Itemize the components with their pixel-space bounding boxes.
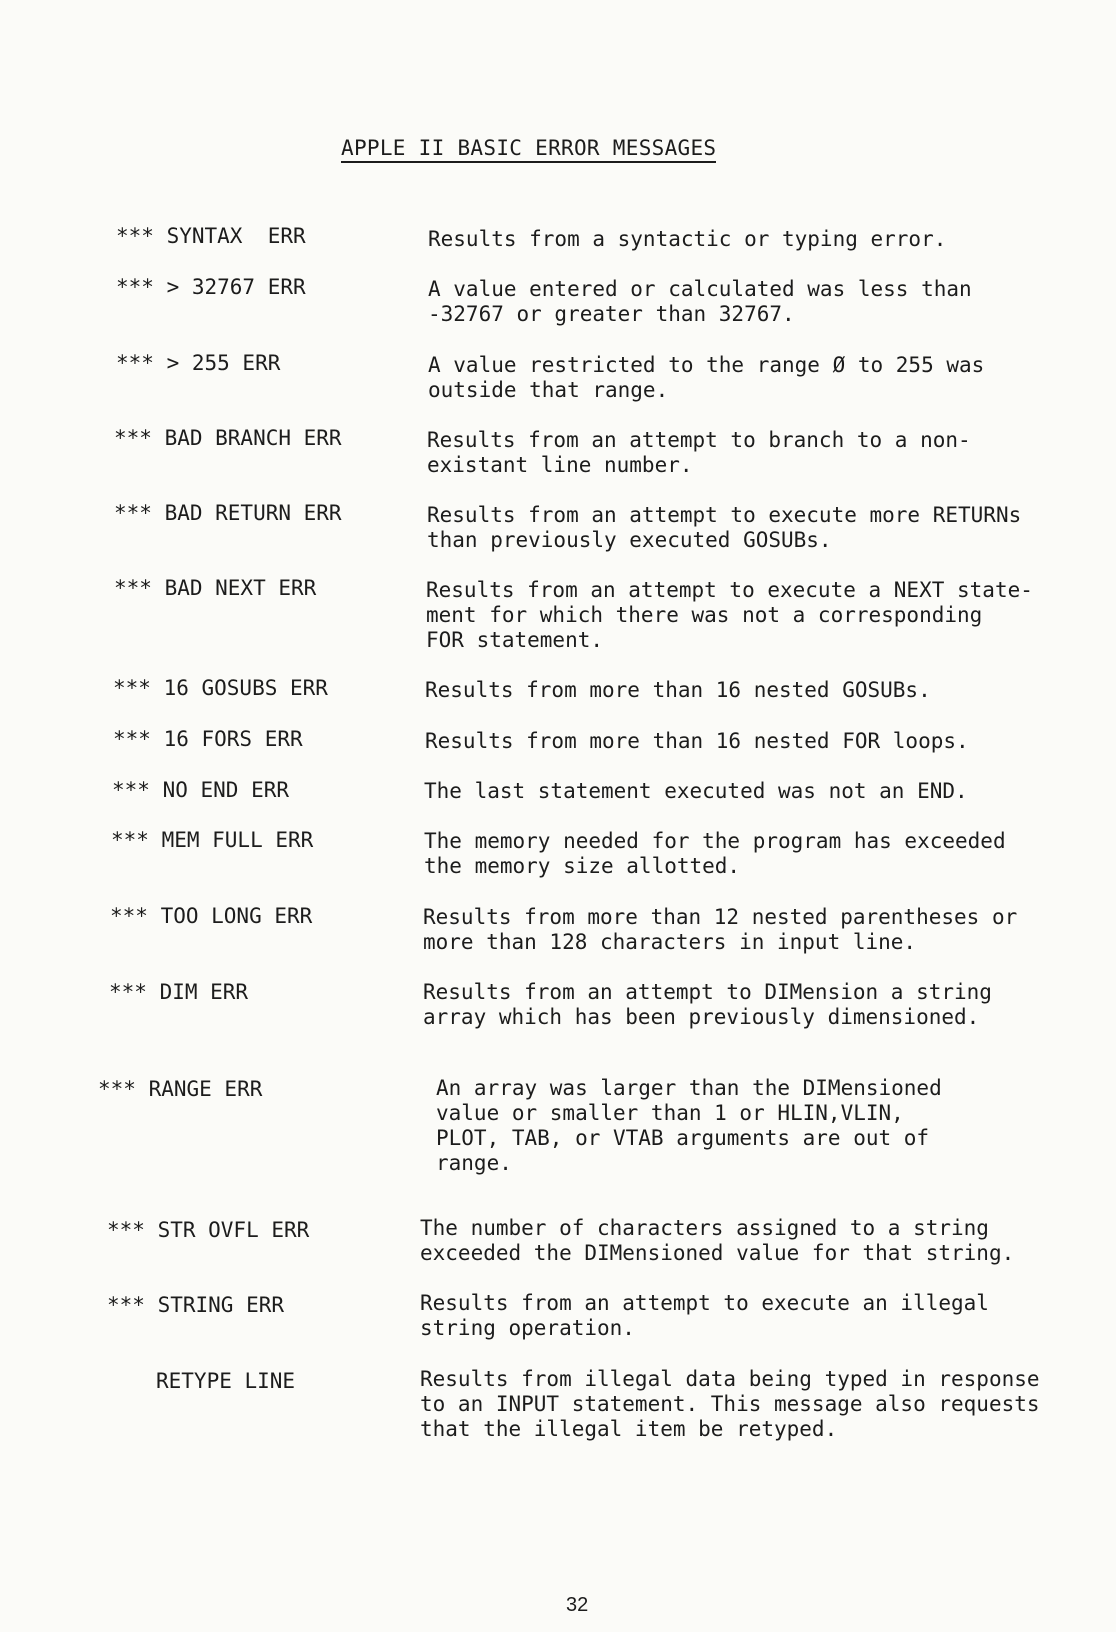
- error-description: Results from an attempt to execute a NEXT state- ment for which there was not a corresponding FOR statement.: [426, 578, 1033, 652]
- error-code: *** STRING ERR: [107, 1293, 285, 1317]
- error-description: Results from an attempt to DIMension a string array which has been previously dimensioned.: [423, 980, 992, 1029]
- error-description: Results from a syntactic or typing error.: [428, 227, 947, 251]
- error-description: A value restricted to the range Ø to 255 was outside that range.: [428, 353, 985, 402]
- error-description: Results from an attempt to execute more RETURNs than previously executed GOSUBs.: [427, 503, 1022, 552]
- error-code: *** BAD BRANCH ERR: [114, 426, 342, 450]
- error-code: *** 16 GOSUBS ERR: [113, 676, 328, 700]
- error-description: The memory needed for the program has exceeded the memory size allotted.: [424, 829, 1006, 878]
- error-code: *** TOO LONG ERR: [110, 904, 313, 928]
- error-description: Results from an attempt to execute an illegal string operation.: [420, 1291, 989, 1340]
- error-code: *** NO END ERR: [112, 778, 290, 802]
- error-description: An array was larger than the DIMensioned value or smaller than 1 or HLIN,VLIN, PLOT, TAB, or VTAB arguments are out of range.: [436, 1076, 942, 1175]
- error-description: The last statement executed was not an END.: [424, 779, 968, 803]
- error-code: *** BAD NEXT ERR: [114, 576, 317, 600]
- error-description: Results from an attempt to branch to a non- existant line number.: [427, 428, 971, 477]
- error-code: *** > 255 ERR: [116, 351, 281, 375]
- page-title: APPLE II BASIC ERROR MESSAGES: [341, 136, 716, 163]
- error-code: *** MEM FULL ERR: [111, 828, 314, 852]
- error-code: RETYPE LINE: [156, 1369, 296, 1393]
- page-number: 32: [566, 1594, 589, 1616]
- error-description: Results from illegal data being typed in response to an INPUT statement. This message also requests that the illegal item be retyped.: [420, 1367, 1040, 1441]
- error-code: *** STR OVFL ERR: [107, 1218, 310, 1242]
- error-description: Results from more than 16 nested FOR loops.: [425, 729, 969, 753]
- error-code: *** DIM ERR: [109, 980, 249, 1004]
- error-description: A value entered or calculated was less than -32767 or greater than 32767.: [428, 277, 972, 326]
- error-description: Results from more than 16 nested GOSUBs.: [425, 678, 931, 702]
- error-code: *** 16 FORS ERR: [113, 727, 303, 751]
- error-description: The number of characters assigned to a string exceeded the DIMensioned value for that string.: [420, 1216, 1015, 1265]
- error-code: *** > 32767 ERR: [116, 275, 306, 299]
- error-code: *** RANGE ERR: [98, 1077, 263, 1101]
- error-description: Results from more than 12 nested parentheses or more than 128 characters in input line.: [423, 905, 1018, 954]
- error-code: *** BAD RETURN ERR: [114, 501, 342, 525]
- error-code: *** SYNTAX ERR: [116, 224, 306, 248]
